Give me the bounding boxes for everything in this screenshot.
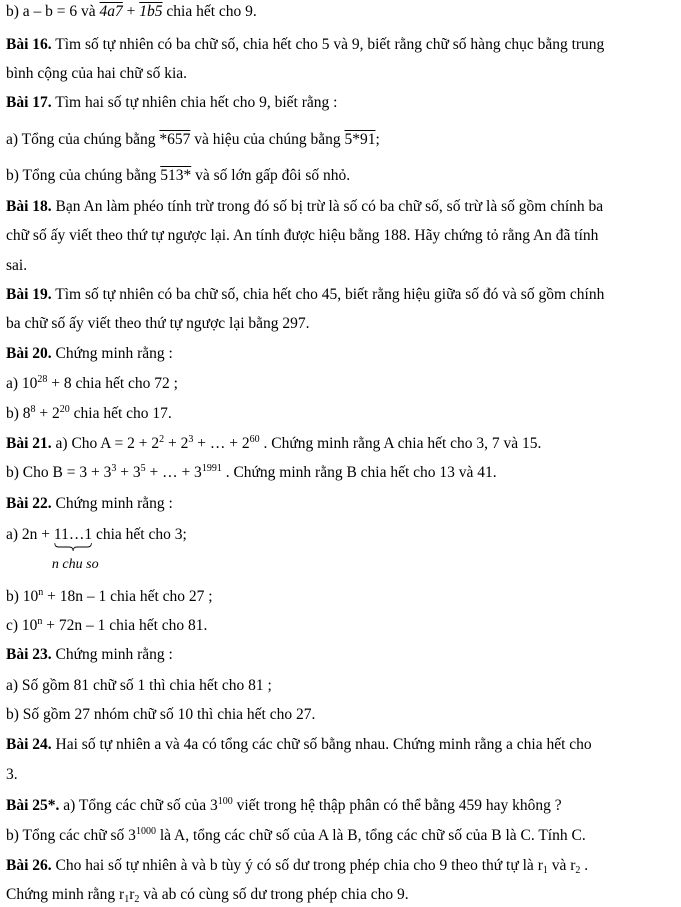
text: b) 10 (6, 588, 39, 605)
text: Tìm số tự nhiên có ba chữ số, chia hết cho 45, biết rằng hiệu giữa số đó và số gồm chính (51, 286, 605, 303)
text: và hiệu của chúng bằng (190, 131, 345, 148)
text: a) 2n + (6, 526, 54, 543)
exponent: 1000 (135, 826, 156, 837)
problem-24-line-2 (6, 765, 18, 785)
problem-25-part-b (6, 826, 586, 846)
problem-26-line-1 (6, 856, 588, 876)
subscript: 1 (124, 894, 130, 905)
problem-18-line-2 (6, 226, 598, 246)
repeated-ones: 11…1 (53, 526, 93, 543)
text: viết trong hệ thập phân có thể bằng 459 hay không ? (232, 797, 562, 814)
text: b) 8 (6, 405, 31, 422)
text: Chứng minh rằng r (6, 886, 125, 903)
overlined-number: *657 (159, 131, 191, 148)
text: chữ số ấy viết theo thứ tự ngược lại. An tính được hiệu bằng 188. Hãy chứng tỏ rằng An đã tính (6, 227, 599, 244)
underbrace-icon (54, 542, 92, 552)
text: Bạn An làm phéo tính trừ trong đó số bị trừ là số có ba chữ số, số trừ là số gồm chính ba (51, 198, 604, 215)
text: + 8 chia hết cho 72 ; (47, 375, 178, 392)
text: c) 10 (6, 617, 38, 634)
text: a) Cho A = 2 + 2 (51, 435, 160, 452)
problem-16-line-1 (6, 35, 604, 55)
problem-label: Bài 25*. (6, 797, 60, 814)
text: + (122, 3, 140, 20)
problem-label: Bài 17. (6, 94, 52, 111)
text: + 2 (164, 435, 189, 452)
overlined-number: 4a7 (99, 3, 123, 20)
text: và r (547, 857, 576, 874)
problem-21-part-b (6, 463, 497, 483)
text: ba chữ số ấy viết theo thứ tự ngược lại bằng 297. (6, 315, 310, 332)
problem-label: Bài 21. (6, 435, 52, 452)
problem-19-line-2 (6, 314, 310, 334)
problem-17-part-b (6, 166, 350, 186)
exponent: 3 (111, 463, 117, 474)
text: b) Tổng của chúng bằng (6, 167, 161, 184)
text: a) 10 (6, 375, 38, 392)
exponent: n (38, 587, 44, 598)
problem-22-part-a (6, 525, 187, 572)
text: b) Cho B = 3 + 3 (6, 464, 112, 481)
text: + 3 (116, 464, 141, 481)
subscript: 2 (134, 894, 140, 905)
text: và số lớn gấp đôi số nhỏ. (191, 167, 351, 184)
problem-25-part-a (6, 796, 562, 816)
exponent: 100 (217, 796, 233, 807)
exponent: 2 (159, 434, 165, 445)
problem-19-line-1 (6, 285, 604, 305)
text: sai. (6, 257, 28, 274)
text: a) Số gồm 81 chữ số 1 thì chia hết cho 81 ; (6, 677, 272, 694)
text: Chứng minh rằng : (51, 495, 173, 512)
exponent: 1991 (201, 463, 222, 474)
problem-20-part-a (6, 374, 178, 394)
exponent: 20 (59, 404, 70, 415)
exponent: 5 (140, 463, 146, 474)
line-b-condition (6, 2, 257, 22)
text: chia hết cho 3; (92, 526, 187, 543)
overlined-number: 513* (160, 167, 192, 184)
text: bình cộng của hai chữ số kia. (6, 65, 188, 82)
problem-label: Bài 24. (6, 736, 52, 753)
text: chia hết cho 17. (69, 405, 172, 422)
exponent: 8 (30, 404, 36, 415)
problem-17-heading (6, 93, 337, 113)
exponent: 60 (249, 434, 260, 445)
text: r (129, 886, 135, 903)
problem-label: Bài 23. (6, 646, 52, 663)
text: Tìm hai số tự nhiên chia hết cho 9, biết rằng : (51, 94, 338, 111)
text: Tìm số tự nhiên có ba chữ số, chia hết cho 5 và 9, biết rằng chữ số hàng chục bằng trung (51, 36, 605, 53)
text: chia hết cho 9. (162, 3, 257, 20)
problem-21-part-a (6, 434, 541, 454)
text: + 2 (35, 405, 60, 422)
overlined-number: 5*91 (344, 131, 376, 148)
underbrace-number (51, 525, 99, 572)
problem-label: Bài 16. (6, 36, 52, 53)
text: + 72n – 1 chia hết cho 81. (42, 617, 208, 634)
problem-23-heading (6, 645, 173, 665)
problem-label: Bài 19. (6, 286, 52, 303)
text: Chứng minh rằng : (51, 646, 173, 663)
problem-label: Bài 22. (6, 495, 52, 512)
text: b) Số gồm 27 nhóm chữ số 10 thì chia hết cho 27. (6, 706, 316, 723)
problem-24-line-1 (6, 735, 592, 755)
problem-16-line-2 (6, 64, 187, 84)
text: Cho hai số tự nhiên à và b tùy ý có số dư trong phép chia cho 9 theo thứ tự là r (51, 857, 543, 874)
text: + … + 3 (145, 464, 202, 481)
underbrace-label: n chu so (51, 557, 99, 572)
text: 3. (6, 766, 18, 783)
problem-label: Bài 26. (6, 857, 52, 874)
text: . Chứng minh rằng B chia hết cho 13 và 41. (221, 464, 497, 481)
problem-22-heading (6, 494, 173, 514)
text: Chứng minh rằng : (51, 345, 173, 362)
text: + 18n – 1 chia hết cho 27 ; (43, 588, 213, 605)
subscript: 1 (542, 865, 548, 876)
problem-label: Bài 20. (6, 345, 52, 362)
exponent: 28 (37, 374, 48, 385)
text: là A, tổng các chữ số của A là B, tổng các chữ số của B là C. Tính C. (155, 827, 586, 844)
problem-26-line-2 (6, 885, 409, 905)
text: b) a – b = 6 và (6, 3, 100, 20)
problem-20-heading (6, 344, 173, 364)
text: a) Tổng của chúng bằng (6, 131, 160, 148)
problem-22-part-b (6, 587, 213, 607)
exponent: 3 (188, 434, 194, 445)
text: a) Tổng các chữ số của 3 (59, 797, 218, 814)
text: . Chứng minh rằng A chia hết cho 3, 7 và 15. (259, 435, 542, 452)
subscript: 2 (575, 865, 581, 876)
problem-23-part-a (6, 676, 272, 696)
text: Hai số tự nhiên a và 4a có tổng các chữ số bằng nhau. Chứng minh rằng a chia hết cho (51, 736, 592, 753)
text: ; (375, 131, 380, 148)
problem-22-part-c (6, 616, 207, 636)
problem-20-part-b (6, 404, 172, 424)
problem-17-part-a (6, 130, 380, 150)
text: và ab có cùng số dư trong phép chia cho 9. (139, 886, 409, 903)
problem-18-line-3 (6, 256, 27, 276)
exponent: n (37, 616, 43, 627)
problem-18-line-1 (6, 197, 603, 217)
overlined-number: 1b5 (139, 3, 163, 20)
problem-23-part-b (6, 705, 315, 725)
text: b) Tổng các chữ số 3 (6, 827, 136, 844)
problem-label: Bài 18. (6, 198, 52, 215)
text: + … + 2 (193, 435, 250, 452)
text: . (580, 857, 589, 874)
